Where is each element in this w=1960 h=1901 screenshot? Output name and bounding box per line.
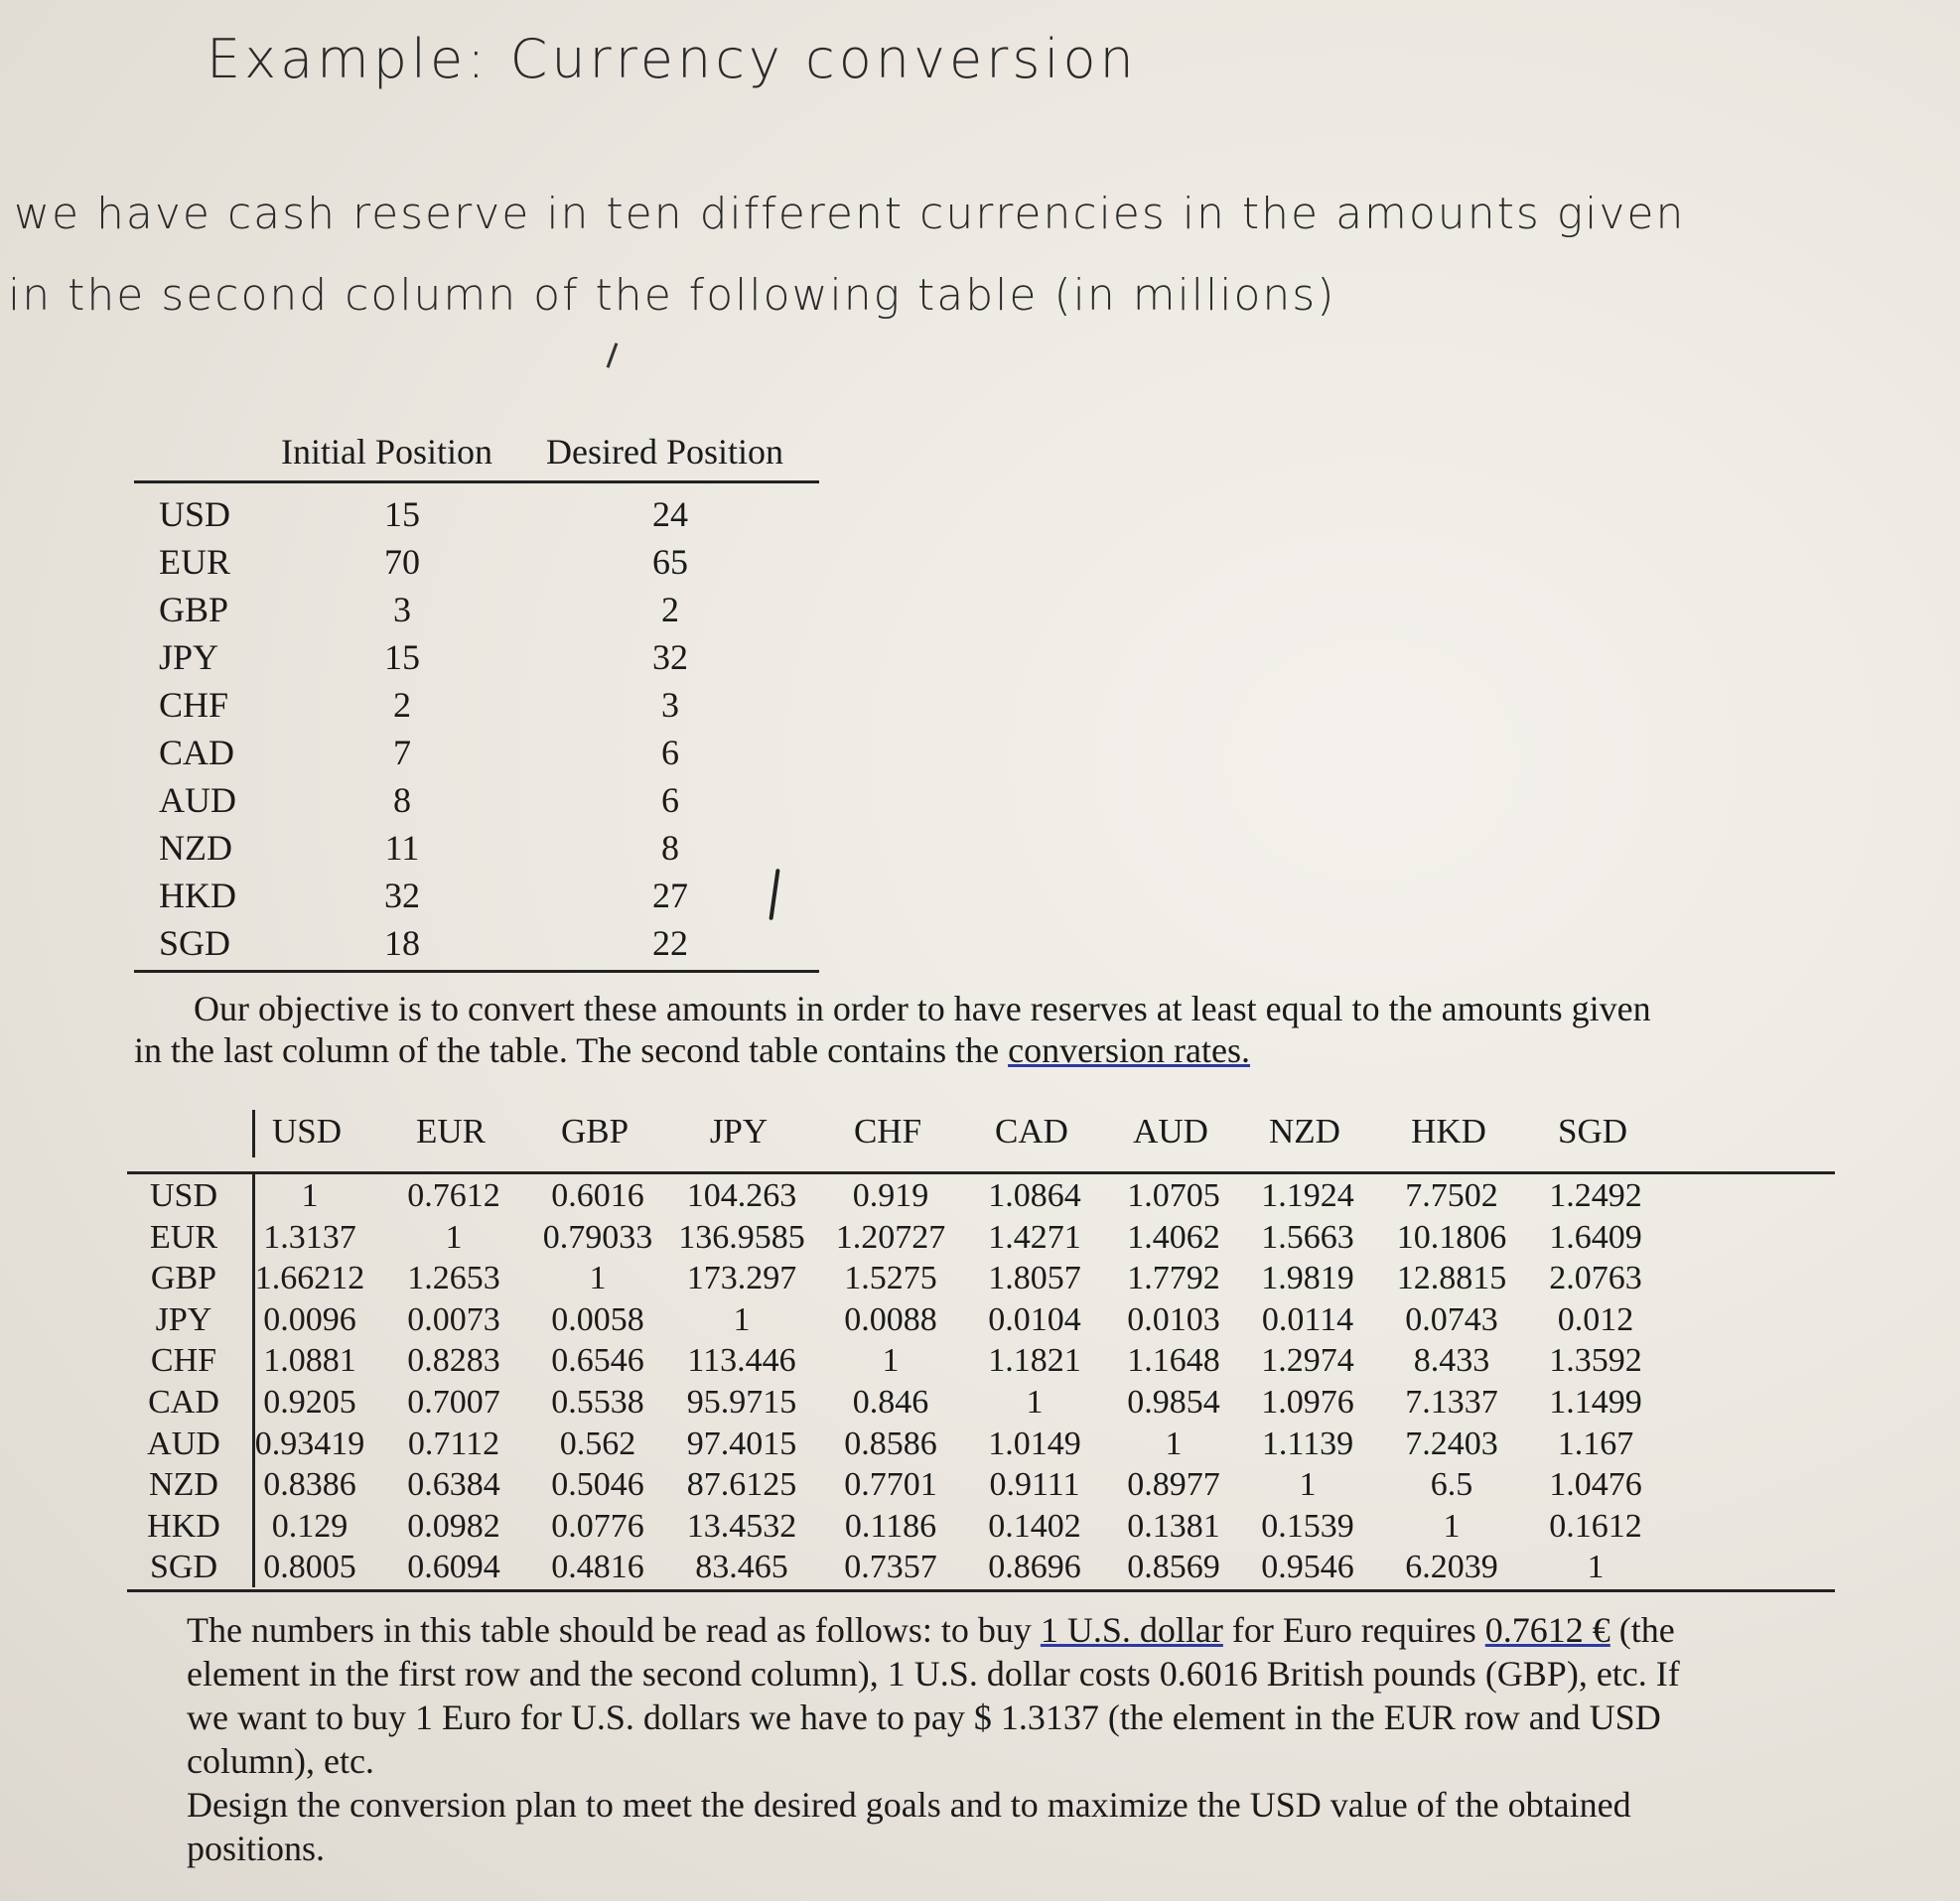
rate-cell: 1	[1443, 1507, 1461, 1545]
initial-value: 8	[393, 780, 411, 820]
rate-cell: 1.2492	[1549, 1177, 1642, 1214]
desired-value: 32	[652, 637, 688, 677]
pen-mark	[607, 342, 619, 367]
initial-value: 11	[384, 828, 420, 868]
explanation-s2: for Euro requires	[1222, 1610, 1485, 1650]
rates-row-label: GBP	[150, 1260, 217, 1297]
rate-cell: 0.1381	[1127, 1507, 1220, 1545]
positions-row	[134, 537, 819, 585]
rate-cell: 1.1924	[1261, 1177, 1354, 1214]
rate-cell: 0.012	[1557, 1300, 1634, 1338]
desired-value: 6	[661, 780, 679, 820]
rate-cell: 1.1139	[1261, 1425, 1354, 1462]
initial-value: 70	[384, 542, 420, 582]
conversion-rates-underlined: conversion rates.	[1008, 1030, 1251, 1070]
currency-label: HKD	[159, 876, 236, 915]
handwritten-title: Example: Currency conversion	[207, 28, 1138, 90]
initial-value: 32	[384, 876, 420, 915]
rate-cell: 97.4015	[686, 1425, 797, 1462]
positions-bottom-rule	[134, 970, 819, 973]
currency-label: JPY	[159, 637, 219, 677]
rates-row	[147, 1423, 1835, 1464]
rate-cell: 0.5538	[551, 1383, 644, 1421]
rates-row	[155, 1298, 1835, 1340]
rate-cell: 1.1821	[988, 1342, 1081, 1380]
rate-cell: 1	[1299, 1466, 1317, 1504]
rate-cell: 173.297	[686, 1260, 797, 1297]
currency-label: NZD	[159, 828, 232, 868]
desired-value: 27	[652, 876, 688, 915]
rate-cell: 0.919	[852, 1177, 929, 1214]
rate-cell: 113.446	[687, 1342, 796, 1380]
initial-value: 3	[393, 590, 411, 629]
rates-row-label: USD	[149, 1177, 218, 1214]
rate-cell: 0.8696	[988, 1549, 1081, 1586]
rates-row-label: HKD	[147, 1507, 220, 1545]
desired-value: 3	[661, 685, 679, 725]
rate-cell: 1.0476	[1549, 1466, 1642, 1504]
rates-column-header: SGD	[1557, 1112, 1628, 1151]
positions-row	[134, 918, 819, 966]
rate-cell: 0.1539	[1261, 1507, 1354, 1545]
rate-cell: 0.0103	[1127, 1300, 1220, 1338]
currency-label: EUR	[159, 542, 230, 582]
rate-cell: 1.1648	[1127, 1342, 1220, 1380]
rate-cell: 7.7502	[1405, 1177, 1498, 1214]
rates-row	[150, 1216, 1835, 1258]
rate-cell: 0.846	[852, 1383, 929, 1421]
desired-value: 8	[661, 828, 679, 868]
rate-cell: 1	[589, 1260, 607, 1297]
positions-row	[134, 632, 819, 680]
rates-row-label: JPY	[155, 1300, 212, 1338]
rate-cell: 1.2974	[1261, 1342, 1354, 1380]
rate-cell: 2.0763	[1549, 1260, 1642, 1297]
rates-row	[150, 1339, 1835, 1381]
rate-cell: 1.167	[1557, 1425, 1634, 1462]
desired-value: 65	[652, 542, 688, 582]
rates-column-header: NZD	[1269, 1112, 1340, 1151]
conversion-rates-table	[127, 1102, 1835, 1592]
objective-line-1: Our objective is to convert these amounts in order to have reserves at least equal to the amounts given	[194, 989, 1651, 1028]
rate-cell: 0.7357	[844, 1549, 937, 1586]
rate-cell: 0.0096	[263, 1300, 356, 1338]
rate-cell: 1.0881	[263, 1342, 356, 1380]
rate-cell: 0.8283	[407, 1342, 500, 1380]
currency-label: USD	[159, 494, 231, 534]
rate-cell: 0.8386	[263, 1466, 356, 1504]
rate-cell: 1.5663	[1261, 1218, 1354, 1256]
rates-column-header: CAD	[995, 1112, 1068, 1151]
rates-column-header: CHF	[853, 1112, 922, 1151]
currency-label: GBP	[159, 590, 229, 629]
rate-cell: 7.1337	[1405, 1383, 1498, 1421]
rates-row-label: AUD	[147, 1425, 220, 1462]
desired-value: 6	[661, 733, 679, 772]
rate-cell: 0.6546	[551, 1342, 644, 1380]
initial-value: 7	[393, 733, 411, 772]
rate-cell: 1.9819	[1261, 1260, 1354, 1297]
rate-cell: 1.0976	[1261, 1383, 1354, 1421]
rate-cell: 6.2039	[1405, 1549, 1498, 1586]
rate-cell: 1	[1026, 1383, 1044, 1421]
rates-row	[150, 1257, 1835, 1298]
rate-cell: 1	[882, 1342, 900, 1380]
rate-cell: 1.3137	[263, 1218, 356, 1256]
one-us-dollar-underlined: 1 U.S. dollar	[1040, 1610, 1223, 1650]
rate-cell: 0.9854	[1127, 1383, 1220, 1421]
rate-cell: 1.5275	[844, 1260, 937, 1297]
positions-header	[134, 429, 819, 480]
rate-cell: 1.0864	[988, 1177, 1081, 1214]
rate-cell: 0.0104	[988, 1300, 1081, 1338]
rate-cell: 0.5046	[551, 1466, 644, 1504]
rate-cell: 1.6409	[1549, 1218, 1642, 1256]
rate-cell: 0.6016	[551, 1177, 644, 1214]
rate-cell: 0.562	[559, 1425, 636, 1462]
rates-column-header: JPY	[709, 1112, 769, 1151]
handwritten-line-1: we have cash reserve in ten different currencies in the amounts given	[14, 189, 1686, 239]
positions-row	[134, 680, 819, 728]
rate-cell: 0.7701	[844, 1466, 937, 1504]
explanation-s3: (the element in the first row and the second column), 1 U.S. dollar costs 0.6016 British pounds (GBP), etc. If we want to buy 1 Euro for U.S. dollars we have to pay $ 1.3137 (the element in the EUR row and USD column), etc.	[187, 1610, 1680, 1781]
rate-cell: 0.0058	[551, 1300, 644, 1338]
rates-row-label: CHF	[150, 1342, 217, 1380]
rate-cell: 0.0982	[407, 1507, 500, 1545]
rate-cell: 0.6384	[407, 1466, 500, 1504]
rates-body	[147, 1174, 1835, 1587]
rates-row	[147, 1505, 1835, 1547]
rate-cell: 13.4532	[686, 1507, 797, 1545]
rate-cell: 1	[733, 1300, 751, 1338]
positions-row	[134, 489, 819, 537]
rates-row-label: EUR	[150, 1218, 217, 1256]
rate-cell: 0.0743	[1405, 1300, 1498, 1338]
rate-cell: 0.9546	[1261, 1549, 1354, 1586]
rates-row-label: SGD	[149, 1549, 218, 1586]
currency-label: AUD	[159, 780, 236, 820]
desired-value: 24	[652, 494, 688, 534]
rates-column-header: HKD	[1411, 1112, 1486, 1151]
rate-cell: 0.8586	[844, 1425, 937, 1462]
rates-row	[149, 1463, 1835, 1505]
rate-cell: 0.4816	[551, 1549, 644, 1586]
positions-table	[134, 429, 819, 973]
rate-cell: 1.8057	[988, 1260, 1081, 1297]
rate-cell: 12.8815	[1396, 1260, 1507, 1297]
currency-label: CAD	[159, 733, 235, 772]
objective-paragraph	[134, 988, 1743, 1071]
header-initial-position: Initial Position	[281, 432, 493, 472]
positions-row	[134, 871, 819, 918]
rates-bottom-rule	[127, 1589, 1835, 1592]
explanation-s1: The numbers in this table should be read as follows: to buy	[187, 1610, 1041, 1650]
rate-cell: 1.2653	[407, 1260, 500, 1297]
rate-cell: 7.2403	[1405, 1425, 1498, 1462]
rate-cell: 0.6094	[407, 1549, 500, 1586]
rate-cell: 1.0705	[1127, 1177, 1220, 1214]
desired-value: 2	[661, 590, 679, 629]
header-desired-position: Desired Position	[546, 432, 783, 472]
rate-cell: 0.7112	[407, 1425, 500, 1462]
rates-row	[148, 1381, 1835, 1423]
rate-cell: 0.1186	[844, 1507, 937, 1545]
rate-cell: 87.6125	[686, 1466, 797, 1504]
rate-cell: 0.7007	[407, 1383, 500, 1421]
rate-cell: 1.1499	[1549, 1383, 1642, 1421]
rate-cell: 1.4062	[1127, 1218, 1220, 1256]
rates-column-header: GBP	[560, 1112, 630, 1151]
rates-header-row	[127, 1102, 1835, 1171]
rate-cell: 0.9205	[263, 1383, 356, 1421]
rate-cell: 1.4271	[988, 1218, 1081, 1256]
rates-row	[149, 1174, 1835, 1216]
initial-value: 18	[384, 923, 420, 963]
rate-cell: 0.0776	[551, 1507, 644, 1545]
rate-cell: 1.3592	[1549, 1342, 1642, 1380]
rate-cell: 1	[1587, 1549, 1605, 1586]
positions-row	[134, 728, 819, 775]
explanation-text	[127, 1608, 1716, 1783]
rate-cell: 0.93419	[254, 1425, 365, 1462]
rate-cell: 0.0073	[407, 1300, 500, 1338]
handwritten-line-2: in the second column of the following table (in millions)	[8, 270, 1336, 321]
rate-cell: 1.20727	[835, 1218, 946, 1256]
rate-cell: 104.263	[686, 1177, 797, 1214]
currency-label: CHF	[159, 685, 229, 725]
rate-cell: 0.79033	[542, 1218, 653, 1256]
initial-value: 15	[384, 637, 420, 677]
explanation-paragraph	[127, 1608, 1716, 1870]
rate-cell: 0.9111	[989, 1466, 1080, 1504]
currency-label: SGD	[159, 923, 231, 963]
initial-value: 15	[384, 494, 420, 534]
rate-cell: 1.7792	[1127, 1260, 1220, 1297]
rates-row-label: NZD	[149, 1466, 218, 1504]
rate-cell: 1.0149	[988, 1425, 1081, 1462]
positions-row	[134, 775, 819, 823]
rates-row	[149, 1546, 1835, 1587]
rate-cell: 1	[301, 1177, 319, 1214]
rate-cell: 8.433	[1413, 1342, 1490, 1380]
rate-cell: 6.5	[1430, 1466, 1473, 1504]
rate-cell: 95.9715	[686, 1383, 797, 1421]
rate-cell: 0.8005	[263, 1549, 356, 1586]
rate-cell: 83.465	[695, 1549, 788, 1586]
objective-line-2: in the last column of the table. The second table contains the	[134, 1030, 1009, 1070]
positions-row	[134, 585, 819, 632]
rate-cell: 0.8569	[1127, 1549, 1220, 1586]
positions-row	[134, 823, 819, 871]
desired-value: 22	[652, 923, 688, 963]
positions-body	[134, 483, 819, 966]
rate-cell: 0.7612	[407, 1177, 500, 1214]
euro-rate-underlined: 0.7612 €	[1484, 1610, 1610, 1650]
rates-column-header: USD	[271, 1112, 343, 1151]
rates-column-header: EUR	[416, 1112, 486, 1151]
design-instruction: Design the conversion plan to meet the desired goals and to maximize the USD value of the obtained positions.	[187, 1785, 1631, 1868]
rate-cell: 0.1612	[1549, 1507, 1642, 1545]
rate-cell: 0.0114	[1261, 1300, 1354, 1338]
rates-row-label: CAD	[148, 1383, 219, 1421]
rates-column-header: AUD	[1133, 1112, 1208, 1151]
initial-value: 2	[393, 685, 411, 725]
rate-cell: 10.1806	[1396, 1218, 1507, 1256]
rate-cell: 1	[445, 1218, 463, 1256]
rate-cell: 136.9585	[678, 1218, 805, 1256]
rate-cell: 0.8977	[1127, 1466, 1220, 1504]
rate-cell: 0.129	[271, 1507, 349, 1545]
rate-cell: 1	[1165, 1425, 1183, 1462]
rate-cell: 0.0088	[844, 1300, 937, 1338]
rate-cell: 0.1402	[988, 1507, 1081, 1545]
rate-cell: 1.66212	[254, 1260, 365, 1297]
